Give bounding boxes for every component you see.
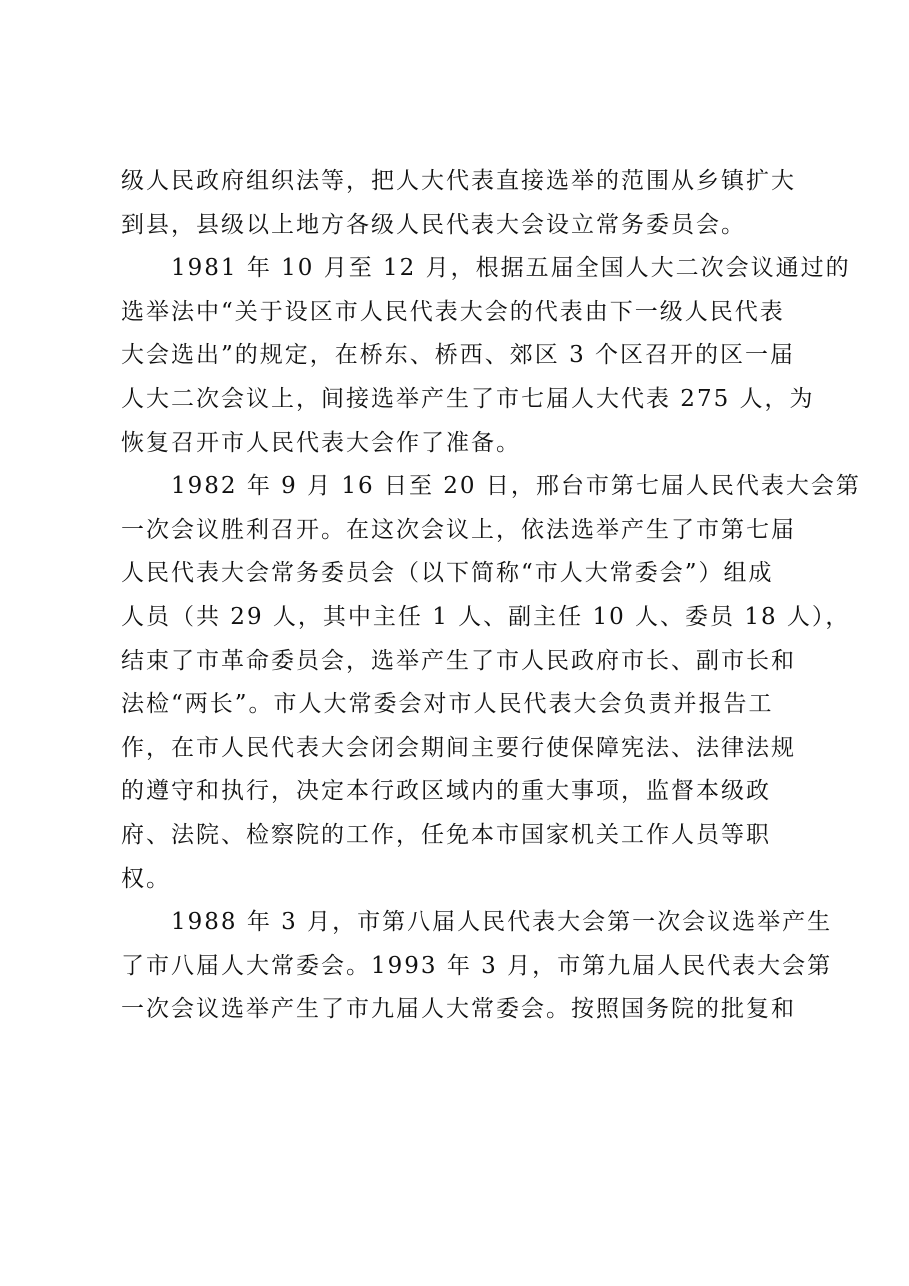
text-line: 选举法中“关于设区市人民代表大会的代表由下一级人民代表 xyxy=(121,298,785,325)
text-line: 人民代表大会常务委员会（以下简称“市人大常委会”）组成 xyxy=(121,560,774,587)
text-line: 人员（共 29 人，其中主任 1 人、副主任 10 人、委员 18 人）， xyxy=(121,603,851,630)
paragraph-start-line: 1981 年 10 月至 12 月，根据五届全国人大二次会议通过的 xyxy=(171,255,851,282)
text-line: 了市八届人大常委会。1993 年 3 月，市第九届人民代表大会第 xyxy=(121,952,833,979)
text-line: 的遵守和执行，决定本行政区域内的重大事项，监督本级政 xyxy=(121,778,771,805)
text-line: 到县，县级以上地方各级人民代表大会设立常务委员会。 xyxy=(121,211,746,238)
paragraph-start-line: 1988 年 3 月，市第八届人民代表大会第一次会议选举产生 xyxy=(171,909,833,936)
text-line: 结束了市革命委员会，选举产生了市人民政府市长、副市长和 xyxy=(121,647,796,674)
text-line: 作，在市人民代表大会闭会期间主要行使保障宪法、法律法规 xyxy=(121,734,796,761)
text-line: 大会选出”的规定，在桥东、桥西、郊区 3 个区召开的区一届 xyxy=(121,342,796,369)
text-line: 府、法院、检察院的工作，任免本市国家机关工作人员等职 xyxy=(121,821,771,848)
paragraph-start-line: 1982 年 9 月 16 日至 20 日，邢台市第七届人民代表大会第 xyxy=(171,473,861,500)
text-line: 一次会议选举产生了市九届人大常委会。按照国务院的批复和 xyxy=(121,996,796,1023)
text-line: 级人民政府组织法等，把人大代表直接选举的范围从乡镇扩大 xyxy=(121,168,796,194)
text-line: 法检“两长”。市人大常委会对市人民代表大会负责并报告工 xyxy=(121,691,774,718)
text-line: 人大二次会议上，间接选举产生了市七届人大代表 275 人，为 xyxy=(121,385,815,412)
text-line: 恢复召开市人民代表大会作了准备。 xyxy=(121,429,521,456)
text-line: 一次会议胜利召开。在这次会议上，依法选举产生了市第七届 xyxy=(121,516,796,543)
body-text xyxy=(121,160,861,1032)
text-line: 权。 xyxy=(121,865,171,892)
